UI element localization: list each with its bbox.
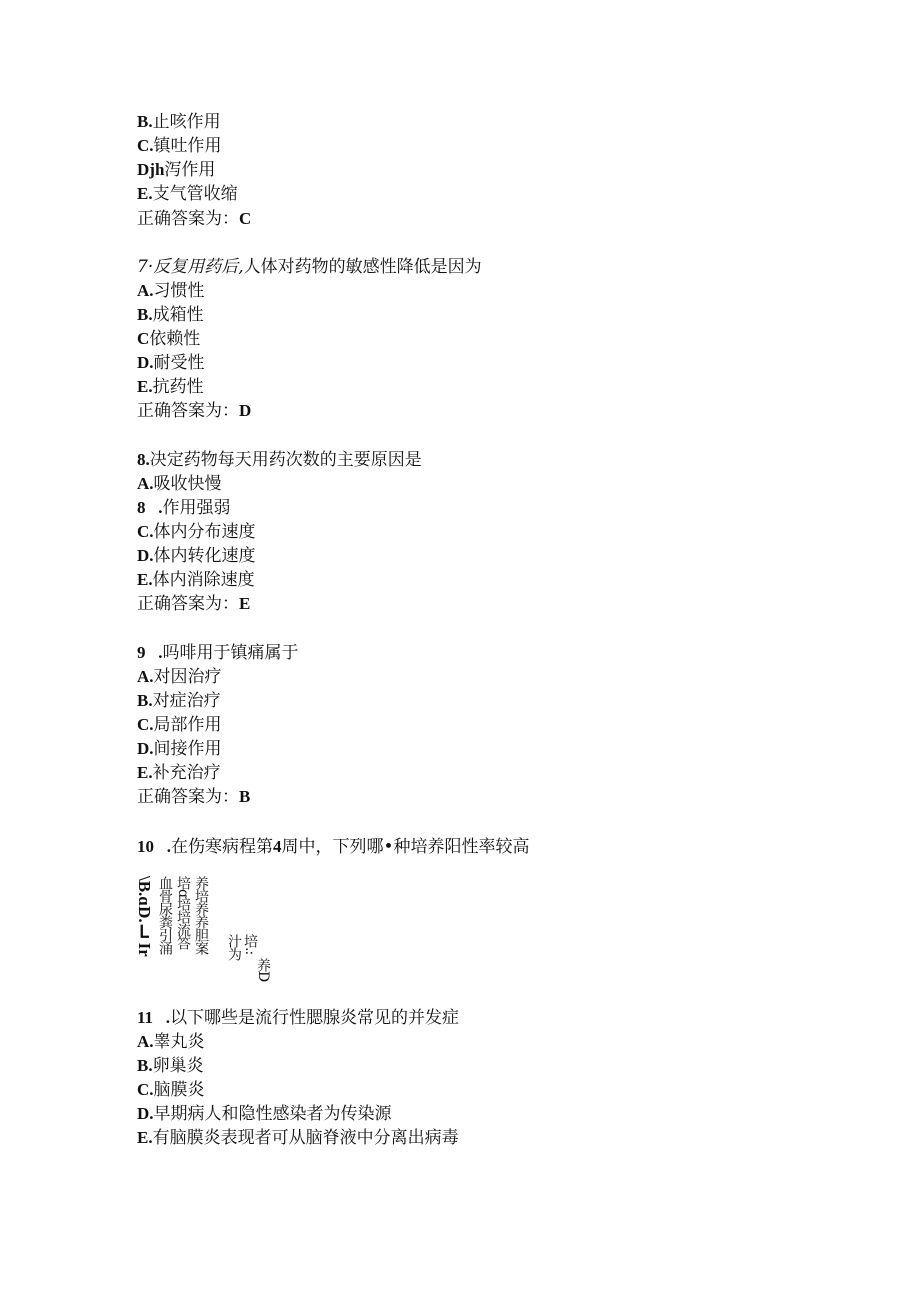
q10-rotated-col-3: 培ɑ培培流答 xyxy=(175,876,191,949)
q11-option-a: A.睾丸炎 xyxy=(137,1032,205,1052)
q9-answer: 正确答案为：B xyxy=(137,787,251,807)
q9-option-d: D.间接作用 xyxy=(137,739,222,759)
q8-option-b: 8 .作用强弱 xyxy=(137,498,231,518)
q10-rotated-col-4: 养培养养胆案 xyxy=(193,876,209,954)
q7-option-d: D.耐受性 xyxy=(137,353,205,373)
q6-option-b: B.止咳作用 xyxy=(137,112,221,132)
q8-option-c: C.体内分布速度 xyxy=(137,522,256,542)
q7-option-a: A.习惯性 xyxy=(137,281,205,301)
q9-option-b: B.对症治疗 xyxy=(137,691,221,711)
q7-option-c: C依赖性 xyxy=(137,329,201,349)
q8-option-d: D.体内转化速度 xyxy=(137,546,256,566)
q8-option-a: A.吸收快慢 xyxy=(137,474,222,494)
q8-stem: 8.决定药物每天用药次数的主要原因是 xyxy=(137,450,422,470)
q7-option-b: B.成箱性 xyxy=(137,305,204,325)
q10-stem: 10 .在伤寒病程第4周中，下列哪•种培养阳性率较高 xyxy=(137,837,530,857)
q6-option-c: C.镇吐作用 xyxy=(137,136,222,156)
q9-option-a: A.对因治疗 xyxy=(137,667,222,687)
q10-rotated-col-6: 培.: xyxy=(242,934,258,955)
q10-rotated-options xyxy=(137,876,287,988)
q9-stem: 9 .吗啡用于镇痛属于 xyxy=(137,643,299,663)
q9-option-c: C.局部作用 xyxy=(137,715,222,735)
q7-option-e: E.抗药性 xyxy=(137,377,204,397)
q11-option-c: C.脑膜炎 xyxy=(137,1080,205,1100)
q7-answer: 正确答案为：D xyxy=(137,401,252,421)
q10-rotated-col-2: 血骨尿粪引涌 xyxy=(157,876,173,954)
q8-answer: 正确答案为：E xyxy=(137,594,251,614)
q6-answer: 正确答案为：C xyxy=(137,209,252,229)
q11-option-b: B.卵巢炎 xyxy=(137,1056,204,1076)
q9-option-e: E.补充治疗 xyxy=(137,763,221,783)
q6-option-d: Djh泻作用 xyxy=(137,160,216,180)
q7-stem: 7·反复用药后,人体对药物的敏感性降低是因为 xyxy=(137,257,482,277)
q10-rotated-col-1: \B.ɑD.ᒪIr xyxy=(135,876,154,957)
q10-rotated-col-5: 汁为 xyxy=(226,934,242,960)
q11-option-e: E.有脑膜炎表现者可从脑脊液中分离出病毒 xyxy=(137,1128,459,1148)
q11-stem: 11 .以下哪些是流行性腮腺炎常见的并发症 xyxy=(137,1008,460,1028)
q6-option-e: E.支气管收缩 xyxy=(137,184,238,204)
q8-option-e: E.体内消除速度 xyxy=(137,570,255,590)
q10-rotated-col-7: 养D xyxy=(255,958,271,982)
q11-option-d: D.早期病人和隐性感染者为传染源 xyxy=(137,1104,392,1124)
